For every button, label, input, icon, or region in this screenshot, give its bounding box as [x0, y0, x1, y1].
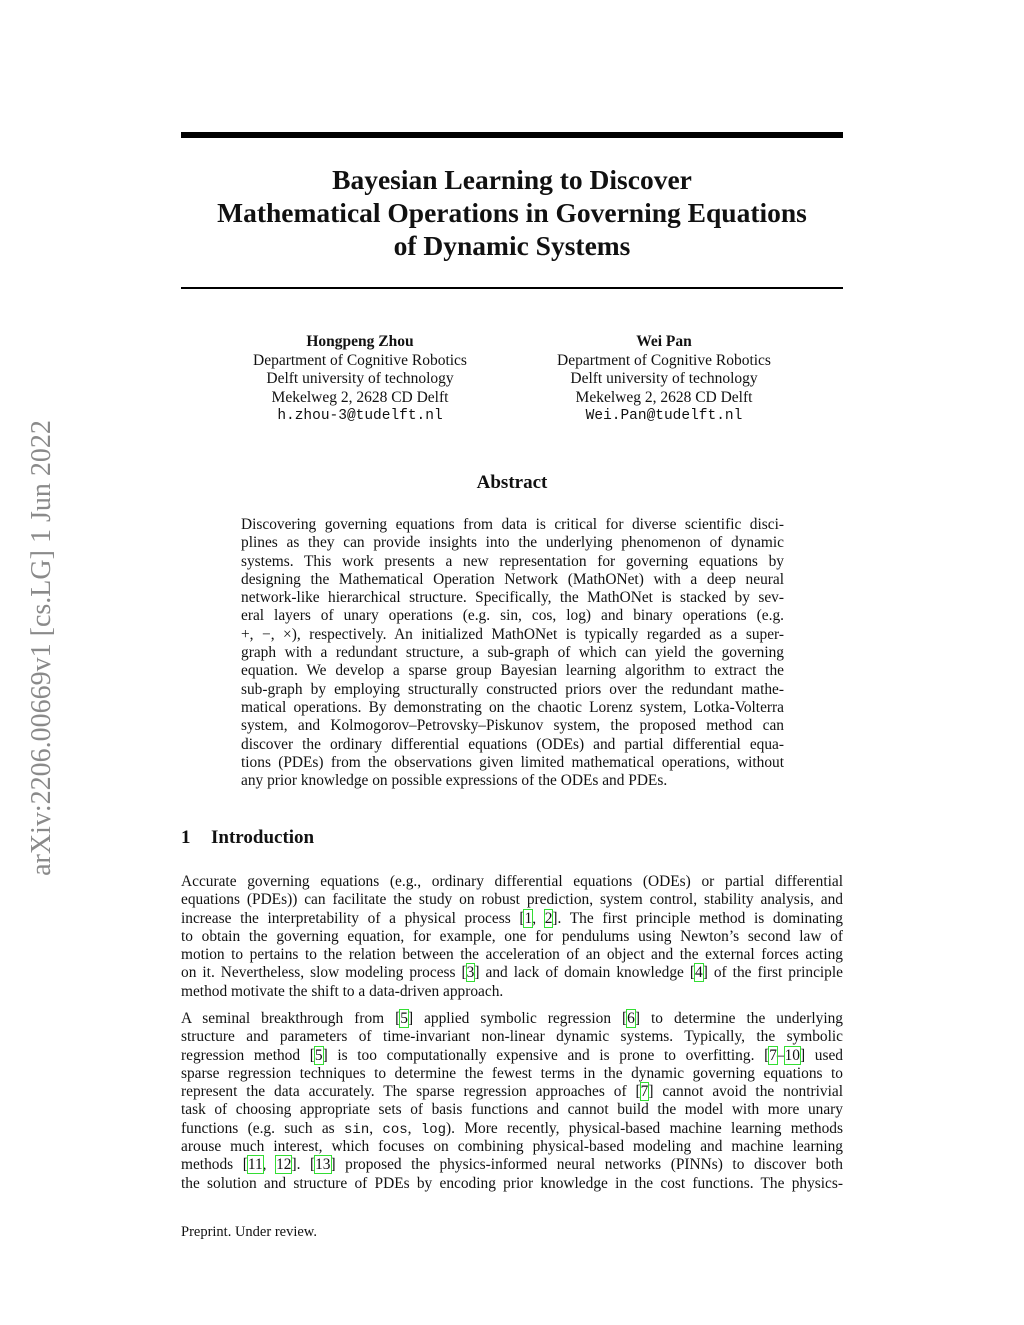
paragraph-line	[181, 910, 843, 928]
paragraph-line: the solution and structure of PDEs by encoding prior knowledge in the cost functions. The physics-	[181, 1174, 843, 1192]
citation-link[interactable]: 5	[400, 1010, 408, 1027]
citation-link[interactable]: 2	[544, 909, 553, 927]
title-line: of Dynamic Systems	[393, 230, 631, 261]
text-run: ]. [	[291, 1156, 316, 1174]
paper-title	[181, 163, 843, 262]
abstract-line: +, −, ×), respectively. An initialized MathONet is typically regarded as a super-	[241, 625, 784, 643]
preprint-footer: Preprint. Under review.	[181, 1224, 317, 1240]
title-top-rule	[181, 132, 843, 138]
author-block-zhou	[190, 333, 530, 426]
author-block-pan	[494, 333, 834, 426]
abstract-body	[241, 516, 784, 790]
paragraph-line	[181, 1047, 843, 1065]
citation-link[interactable]: 13	[315, 1156, 331, 1174]
citation-link[interactable]: 7	[769, 1046, 777, 1064]
text-run: regression method [	[181, 1046, 315, 1064]
abstract-line: any prior knowledge on possible expressions of the ODEs and PDEs.	[241, 772, 668, 790]
author-institution: Delft university of technology	[266, 370, 454, 387]
section-heading-introduction	[181, 827, 314, 849]
code-cos: cos	[382, 1121, 408, 1138]
author-name: Hongpeng Zhou	[306, 333, 414, 350]
abstract-line: network-like hierarchical structure. Specifically, the MathONet is stacked by sev-	[241, 589, 784, 607]
abstract-line: matical operations. By demonstrating on the chaotic Lorenz system, Lotka-Volterra	[241, 698, 784, 716]
abstract-line: designing the Mathematical Operation Network (MathONet) with a deep neural	[241, 570, 784, 588]
text-run: ] and lack of domain knowledge [	[474, 964, 696, 982]
paragraph-line: motion to pertains to the relation between the acceleration of an object and the external forces acting	[181, 946, 843, 964]
abstract-line: systems. This work presents a new representation for governing equations by	[241, 552, 784, 570]
abstract-line: equation. We develop a sparse group Bayesian learning algorithm to extract the	[241, 662, 784, 680]
paragraph-line: to obtain the governing equation, for example, one for pendulums using Newton’s second law of	[181, 927, 843, 945]
paragraph-line	[181, 1083, 843, 1101]
title-line: Mathematical Operations in Governing Equations	[217, 197, 807, 228]
citation-link[interactable]: 3	[466, 964, 475, 982]
citation-link[interactable]: 1	[524, 909, 533, 927]
text-run: functions (e.g. such as	[181, 1119, 345, 1137]
text-run: ] is too computationally expensive and is prone to overfitting. [	[322, 1046, 770, 1064]
abstract-line: plines as they can provide insights into the underlying phenomenon of dynamic	[241, 534, 784, 552]
paragraph-line: arouse much interest, which focuses on combining physical-based modeling and machine learning	[181, 1138, 843, 1156]
paragraph-line	[181, 1010, 843, 1028]
text-run: A seminal breakthrough from [	[181, 1010, 401, 1027]
citation-link[interactable]: 11	[247, 1156, 263, 1174]
text-run: ] used	[800, 1046, 843, 1064]
citation-link[interactable]: 5	[314, 1046, 323, 1064]
abstract-line: tions (PDEs) from the observations given limited mathematical operations, without	[241, 753, 784, 771]
citation-link[interactable]: 7	[640, 1083, 649, 1101]
abstract-line: graph with a redundant structure, a sub-graph of which can yield the governing	[241, 644, 784, 662]
text-run: ] to determine the underlying	[634, 1010, 843, 1027]
paragraph-line	[181, 964, 843, 982]
citation-link[interactable]: 12	[276, 1156, 292, 1174]
text-run: ] cannot avoid the nontrivial	[648, 1083, 843, 1101]
citation-link[interactable]: 4	[695, 964, 703, 982]
text-run: ] proposed the physics-informed neural networks (PINNs) to discover both	[330, 1156, 843, 1174]
author-department: Department of Cognitive Robotics	[557, 351, 771, 369]
abstract-line: eral layers of unary operations (e.g. sin, cos, log) and binary operations (e.g.	[241, 607, 784, 625]
citation-link[interactable]: 10	[784, 1046, 800, 1064]
citation-link[interactable]: 6	[627, 1010, 635, 1027]
arxiv-identifier-stamp: arXiv:2206.00669v1 [cs.LG] 1 Jun 2022	[26, 420, 57, 876]
author-address: Mekelweg 2, 2628 CD Delft	[575, 388, 753, 406]
author-address: Mekelweg 2, 2628 CD Delft	[271, 388, 449, 406]
abstract-line: sub-graph by employing structurally constructed priors over the redundant mathe-	[241, 680, 784, 698]
paragraph-line: sparse regression techniques to determine the fewest terms in the dynamic governing equations to	[181, 1064, 843, 1082]
author-institution: Delft university of technology	[570, 370, 758, 387]
paragraph-line	[181, 1156, 843, 1174]
code-log: log	[420, 1121, 447, 1138]
title-bottom-rule	[181, 287, 843, 289]
abstract-line: system, and Kolmogorov–Petrovsky–Piskunov system, the proposed method can	[241, 717, 784, 735]
paragraph-line: method motivate the shift to a data-driven approach.	[181, 982, 504, 1000]
author-name: Wei Pan	[636, 333, 692, 350]
paragraph-line: equations (PDEs)) can facilitate the study on robust prediction, system control, stability analysis, and	[181, 891, 843, 909]
text-run: ,	[532, 909, 545, 927]
text-run: ,	[407, 1119, 421, 1137]
text-run: ). More recently, physical-based machine learning methods	[446, 1119, 843, 1137]
section-number: 1	[181, 827, 191, 848]
abstract-line: Discovering governing equations from data is critical for diverse scientific disci-	[241, 516, 784, 533]
text-run: ]. The first principle method is dominating	[552, 909, 843, 927]
section-title: Introduction	[211, 827, 315, 848]
author-email[interactable]: Wei.Pan@tudelft.nl	[585, 408, 743, 424]
text-run: represent the data accurately. The sparse regression approaches of [	[181, 1083, 641, 1101]
author-email[interactable]: h.zhou-3@tudelft.nl	[277, 408, 443, 424]
paragraph-line: task of choosing appropriate sets of basis functions and cannot build the model with more unary	[181, 1101, 843, 1119]
code-sin: sin	[344, 1121, 370, 1138]
text-run: ,	[369, 1119, 383, 1137]
author-department: Department of Cognitive Robotics	[253, 351, 467, 369]
text-run: ] applied symbolic regression [	[407, 1010, 628, 1027]
paragraph-line	[181, 1120, 843, 1138]
text-run: –	[776, 1046, 785, 1064]
abstract-heading: Abstract	[476, 472, 548, 493]
text-run: on it. Nevertheless, slow modeling process [	[181, 964, 467, 982]
intro-paragraph-2	[181, 1010, 843, 1193]
text-run: ] of the first principle	[702, 964, 843, 982]
text-run: ,	[262, 1156, 277, 1174]
text-run: increase the interpretability of a physical process [	[181, 909, 525, 927]
title-line: Bayesian Learning to Discover	[332, 164, 692, 195]
paragraph-line: structure and parameters of time-invariant non-linear dynamic systems. Typically, the symbolic	[181, 1028, 843, 1046]
abstract-line: discover the ordinary differential equations (ODEs) and partial differential equa-	[241, 735, 784, 753]
intro-paragraph-1	[181, 873, 843, 1001]
text-run: methods [	[181, 1156, 248, 1174]
paragraph-line: Accurate governing equations (e.g., ordinary differential equations (ODEs) or partial differential	[181, 873, 843, 890]
